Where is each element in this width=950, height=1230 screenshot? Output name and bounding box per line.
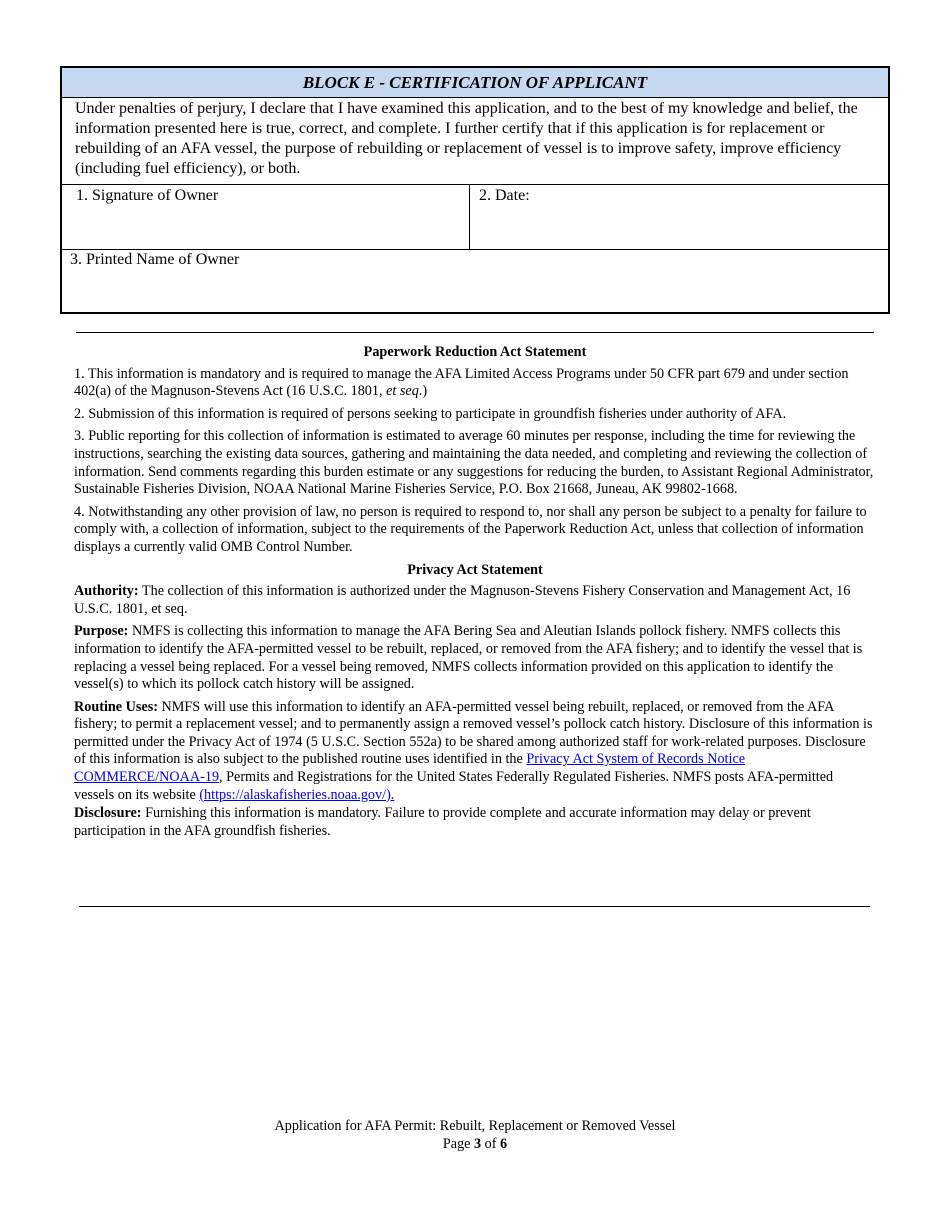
privacy-heading: Privacy Act Statement (407, 561, 543, 578)
block-e-title: BLOCK E - CERTIFICATION OF APPLICANT (62, 68, 888, 98)
website-link[interactable]: (https://alaskafisheries.noaa.gov/). (199, 786, 395, 803)
footer-title: Application for AFA Permit: Rebuilt, Replacement or Removed Vessel (274, 1118, 676, 1134)
date-field[interactable] (470, 185, 888, 249)
printed-name-label: 3. Printed Name of Owner (70, 251, 240, 268)
page-number: Page 3 of 6 (442, 1136, 508, 1152)
block-e-certification (60, 66, 890, 314)
signature-label: 1. Signature of Owner (76, 187, 219, 204)
privacy-authority: Authority: The collection of this information is authorized under the Magnuson-Stevens Fishery Conservation and Management Act, 16 U.S.C. 1801, et seq. (74, 583, 851, 617)
printed-name-field[interactable] (62, 250, 888, 312)
signature-field[interactable] (62, 185, 470, 249)
sorn-link[interactable]: Privacy Act System of Records Notice COMMERCE/NOAA-19 (74, 751, 746, 786)
signature-row (62, 185, 888, 250)
paperwork-item-4: 4. Notwithstanding any other provision of law, no person is required to respond to, nor shall any person be subject to a penalty for failure to comply with, a collection of information, subject to the requirements of the Paperwork Reduction Act, unless that collection of information displays a currently valid OMB Control Number. (74, 503, 867, 555)
privacy-routine-uses: Routine Uses: NMFS will use this information to identify an AFA-permitted vessel being rebuilt, replaced, or removed from the AFA fishery; to permit a replacement vessel; and to permanently assign a removed vessel’s pollock catch history. Disclosure of this information is permitted under the Privacy Act of 1974 (5 U.S.C. Section 552a) to be shared among authorized staff for work-related purposes. Disclosure of this information is also subject to the published routine uses identified in the Privacy Act System of Records Notice COMMERCE/NOAA-19, Permits and Registrations for the United States Federally Regulated Fisheries. NMFS posts AFA-permitted vessels on its website (https://alaskafisheries.noaa.gov/). (74, 698, 873, 803)
top-divider (76, 332, 874, 333)
privacy-disclosure: Disclosure: Furnishing this information is mandatory. Failure to provide complete and accurate information may delay or prevent participation in the AFA groundfish fisheries. (74, 805, 811, 839)
paperwork-item-1: 1. This information is mandatory and is required to manage the AFA Limited Access Programs under 50 CFR part 679 and under section 402(a) of the Magnuson-Stevens Act (16 U.S.C. 1801, et seq.) (74, 365, 849, 400)
certification-text: Under penalties of perjury, I declare that I have examined this application, and to the best of my knowledge and belief, the information presented here is true, correct, and complete. I further certify that if this application is for replacement or rebuilding of an AFA vessel, the purpose of rebuilding or replacement of vessel is to improve safety, improve efficiency (including fuel efficiency), or both. (62, 98, 888, 185)
paperwork-item-2: 2. Submission of this information is required of persons seeking to participate in groundfish fisheries under authority of AFA. (74, 405, 787, 422)
bottom-divider (79, 906, 870, 907)
paperwork-item-3: 3. Public reporting for this collection of information is estimated to average 60 minutes per response, including the time for reviewing the instructions, searching the existing data sources, gathering and maintaining the data needed, and completing and reviewing the collection of information. Send comments regarding this burden estimate or any suggestions for reducing the burden, to Assistant Regional Administrator, Sustainable Fisheries Division, NOAA National Marine Fisheries Service, P.O. Box 21668, Juneau, AK 99802-1668. (74, 428, 874, 498)
paperwork-heading: Paperwork Reduction Act Statement (363, 344, 587, 360)
privacy-purpose: Purpose: NMFS is collecting this information to manage the AFA Bering Sea and Aleutian Islands pollock fishery. NMFS collects this information to identify the AFA-permitted vessel to be rebuilt, replaced, or removed from the AFA fishery; and to identify the vessel that is replacing a vessel being replaced. For a vessel being removed, NMFS collects information provided on this application to identify the vessel(s) to which its pollock catch history will be assigned. (74, 623, 863, 693)
page-footer (0, 1117, 950, 1153)
statements (74, 344, 876, 845)
date-label: 2. Date: (479, 187, 530, 204)
